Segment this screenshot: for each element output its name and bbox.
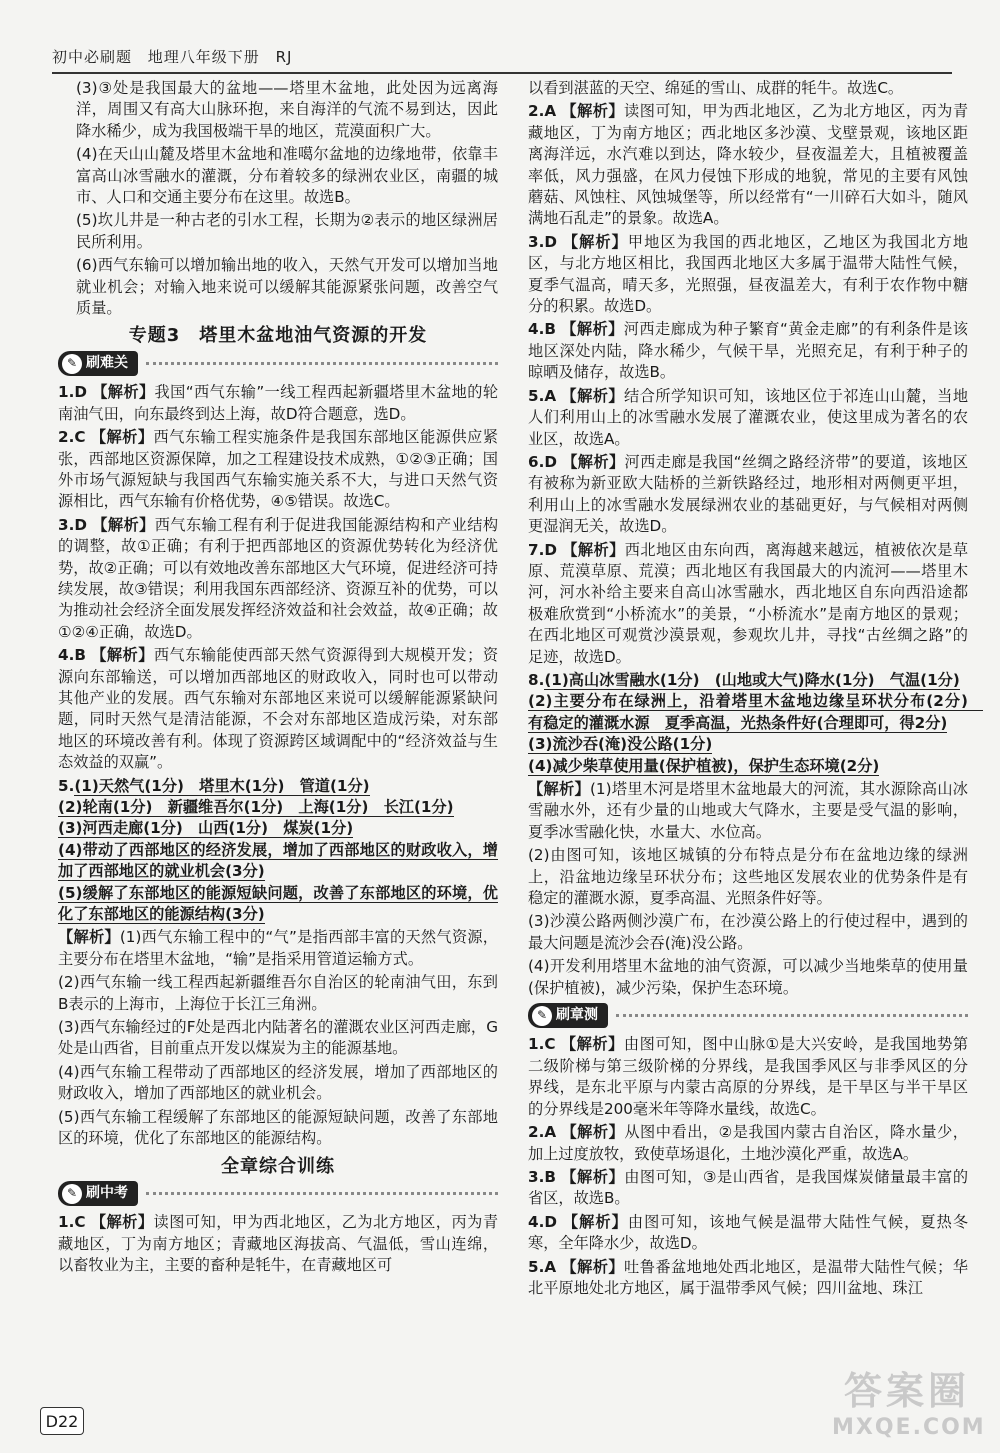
analysis-text: 河西走廊成为种子繁育“黄金走廊”的有利条件是该地区深处内陆，降水稀少，气候干旱，光照充足，有利于种子的晾晒及储存，故选B。: [528, 320, 968, 382]
answer-key: (4)带动了西部地区的经济发展，增加了西部地区的财政收入，增加了西部地区的就业机会(3分): [58, 840, 498, 881]
section-title: 全章综合训练: [221, 1155, 335, 1177]
analysis-text: 我国“西气东输”一线工程西起新疆塔里木盆地的轮南油气田，向东最终到达上海，故D符合题意，选D。: [58, 383, 499, 423]
answer-item: [528, 1212, 968, 1255]
analysis-tag: 【解析】: [561, 386, 625, 405]
answer-item: [58, 645, 498, 773]
answer-key: (3)流沙吞(淹)没公路(1分): [528, 735, 713, 754]
dotted-divider: [146, 1192, 498, 1195]
answer-item: [528, 1257, 968, 1300]
series-title: 初中必刷题: [52, 48, 133, 66]
analysis-text: 读图可知，甲为西北地区，乙为北方地区，丙为青藏地区，丁为南方地区；青藏地区海拔高、气温低，雪山连绵，以畜牧业为主，主要的畜种是牦牛，在青藏地区可: [58, 1213, 499, 1275]
analysis-tag: 【解析】: [560, 1035, 624, 1054]
explanation: (3)西气东输经过的F处是西北内陆著名的灌溉农业区河西走廊，G处是山西省，目前重点开发以煤炭为主的能源基地。: [58, 1018, 498, 1058]
analysis-tag: 【解析】: [561, 1167, 625, 1186]
answer-item: [528, 670, 984, 777]
pencil-icon: ✎: [62, 1184, 82, 1204]
analysis-tag: 【解析】: [528, 780, 590, 798]
continued-answer: (6)西气东输可以增加输出地的收入，天然气开发可以增加当地就业机会；对输入地来说可以缓解其能源紧张问题，改善空气质量。: [76, 256, 498, 318]
analysis-text: (1)西气东输工程中的“气”是指西部丰富的天然气资源，主要分布在塔里木盆地，“输”是指采用管道运输方式。: [58, 928, 498, 968]
answer-key: (1)高山冰雪融水(1分) (山地或大气)降水(1分) 气温(1分): [544, 670, 960, 689]
analysis-tag: 【解析】: [562, 452, 625, 471]
answer-number: 7.D: [528, 540, 557, 559]
analysis-tag: 【解析】: [90, 428, 154, 447]
answer-key: (2)轮南(1分) 新疆维吾尔(1分) 上海(1分) 长江(1分): [58, 798, 454, 816]
answer-number: 3.D: [58, 515, 87, 534]
explanation: (4)西气东输工程带动了西部地区的经济发展，增加了西部地区的财政收入，增加了西部地区的就业机会。: [58, 1062, 498, 1103]
badge-label: 刷章测: [556, 1007, 598, 1024]
pencil-icon: ✎: [62, 354, 82, 374]
explanation: (3)沙漠公路两侧沙漠广布，在沙漠公路上的行使过程中，遇到的最大问题是流沙会吞(淹)没公路。: [528, 912, 968, 952]
analysis-tag: 【解析】: [91, 646, 154, 665]
answer-number: 5.A: [528, 1257, 557, 1276]
subject-title: 地理八年级下册: [147, 48, 260, 66]
analysis-text: 甲地区为我国的西北地区，乙地区为我国北方地区，与北方地区相比，我国西北地区大多属于温带大陆性气候，夏季气温高，晴天多，光照强，昼夜温差大，有利于农作物中糖分的积累。故选D。: [528, 232, 969, 316]
dotted-divider: [146, 362, 498, 365]
answer-number: 8.: [528, 670, 545, 689]
answer-item: [528, 386, 968, 450]
section-badge: [528, 1003, 608, 1028]
continued-answer: (5)坎儿井是一种古老的引水工程，长期为②表示的地区绿洲居民所利用。: [76, 211, 498, 251]
analysis-tag: 【解析】: [561, 320, 624, 339]
analysis-tag: 【解析】: [561, 102, 625, 121]
answer-item: [58, 382, 498, 425]
continued-answer: 以看到湛蓝的天空、绵延的雪山、成群的牦牛。故选C。: [528, 79, 904, 97]
section-badge-row: [58, 351, 498, 376]
analysis-text: 由图可知，图中山脉①是大兴安岭，是我国地势第二级阶梯与第三级阶梯的分界线，是我国季风区与非季风区的分界线，是东北平原与内蒙古高原的分界线，是干旱区与半干旱区的分界线是200毫米年等降水量线，故选C。: [528, 1035, 969, 1118]
answer-number: 3.B: [528, 1167, 556, 1186]
answer-number: 1.C: [58, 1213, 86, 1232]
answer-item: [528, 1034, 968, 1120]
analysis-tag: 【解析】: [562, 1212, 628, 1231]
answer-number: 2.A: [528, 102, 557, 121]
answer-item: [528, 540, 968, 668]
answer-number: 2.A: [528, 1123, 557, 1142]
edition-label: RJ: [275, 48, 293, 66]
analysis-tag: 【解析】: [562, 232, 628, 251]
explanation: (4)开发利用塔里木盆地的油气资源，可以减少当地柴草的使用量(保护植被)，减少污染，保护生态环境。: [528, 957, 968, 997]
analysis-text: (1)塔里木河是塔里木盆地最大的河流，其水源除高山冰雪融水外，还有少量的山地或大气降水，主要是受气温的影响，夏季冰雪融化快，水量大、水位高。: [528, 780, 968, 841]
answer-item: [528, 319, 968, 383]
section-badge: [58, 1181, 138, 1206]
page-header: [52, 46, 952, 74]
answer-key: (3)河西走廊(1分) 山西(1分) 煤炭(1分): [58, 819, 354, 838]
answer-number: 4.D: [528, 1212, 557, 1231]
explanation: (5)西气东输工程缓解了东部地区的能源短缺问题，改善了东部地区的环境，优化了东部地区的能源结构。: [58, 1107, 498, 1148]
analysis-text: 西北地区由东向西，离海越来越远，植被依次是草原、荒漠草原、荒漠；西北地区有我国最大的内流河——塔里木河，河水补给主要来自高山冰雪融水，西北地区自东向西沿途都极难欣赏到“小桥流水”的美景，“小桥流水”是南方地区的景观；在西北地区可观赏沙漠景观，参观坎儿井，寻找“古丝绸之路”的足迹，故选D。: [528, 540, 969, 666]
answer-item: [528, 101, 968, 229]
analysis-tag: 【解析】: [561, 1123, 625, 1142]
analysis-tag: 【解析】: [90, 1213, 154, 1232]
section-badge-row: [528, 1003, 968, 1028]
answer-number: 5.: [58, 776, 75, 795]
badge-label: 刷中考: [86, 1184, 128, 1201]
answer-number: 2.C: [58, 428, 86, 447]
answer-key: (4)减少柴草使用量(保护植被)，保护生态环境(2分): [528, 756, 880, 775]
analysis-text: 读图可知，甲为西北地区，乙为北方地区，丙为青藏地区，丁为南方地区；西北地区多沙漠、戈壁景观，该地区距离海洋远，水汽难以到达，降水较少，昼夜温差大，且植被覆盖率低，风力强盛，在风力侵蚀下形成的地貌，常见的主要有风蚀蘑菇、风蚀柱、风蚀城堡等，所以经常有“一川碎石大如斗，随风满地石乱走”的景象。故选A。: [528, 102, 969, 228]
analysis-text: 西气东输工程有利于促进我国能源结构和产业结构的调整，故①正确；有利于把西部地区的资源优势转化为经济优势，故②正确；可以有效地改善东部地区大气环境，促进经济可持续发展，故③错误；利用我国东西部经济、资源互补的优势，可以为推动社会经济全面发展发挥经济效益和社会效益，故④正确；故①②④正确，故选D。: [58, 515, 499, 641]
answer-number: 3.D: [528, 232, 557, 251]
answer-item: [58, 427, 498, 513]
page-number: D22: [40, 1407, 84, 1435]
analysis-tag: 【解析】: [92, 515, 155, 534]
analysis-text: 由图可知，该地气候是温带大陆性气候，夏热冬寒，全年降水少，故选D。: [528, 1212, 969, 1253]
dotted-divider: [616, 1014, 968, 1017]
answer-key: (2)主要分布在绿洲上，沿着塔里木盆地边缘呈环状分布(2分) 有稳定的灌溉水源 夏季高温，光热条件好(合理即可，得2分): [528, 692, 984, 732]
analysis-tag: 【解析】: [92, 383, 155, 402]
watermark-text: 答案圈: [843, 1369, 970, 1413]
answer-item: [528, 232, 968, 318]
right-column: [528, 78, 984, 1301]
answer-key: (5)缓解了东部地区的能源短缺问题，改善了东部地区的环境，优化了东部地区的能源结构(3分): [58, 883, 498, 924]
answer-item: [528, 452, 968, 538]
left-column: [58, 78, 498, 1279]
continued-answer: (3)③处是我国最大的盆地——塔里木盆地，此处因为远离海洋，周围又有高大山脉环抱，来自海洋的气流不易到达，因此降水稀少，成为我国极端干旱的地区，荒漠面积广大。: [76, 79, 498, 140]
analysis-text: 从图中看出，②是我国内蒙古自治区，降水量少，加上过度放牧，致使草场退化，土地沙漠化严重，故选A。: [528, 1123, 968, 1163]
watermark-url: MXQE.COM: [832, 1415, 986, 1440]
analysis-text: 西气东输工程实施条件是我国东部地区能源供应紧张，西部地区资源保障，加之工程建设技术成熟，①②③正确；国外市场气源短缺与我国西气东输实施关系不大，与进口天然气资源相比，西气东输有价格优势，④⑤错误。故选C。: [58, 428, 499, 511]
section-badge-row: [58, 1181, 498, 1206]
section-badge: [58, 351, 138, 376]
answer-number: 5.A: [528, 386, 557, 405]
analysis-tag: 【解析】: [58, 928, 120, 947]
explanation: [528, 779, 968, 843]
analysis-text: 西气东输能使西部天然气资源得到大规模开发；资源向东部输送，可以增加西部地区的财政收入，同时也可以带动其他产业的发展。西气东输对东部地区来说可以缓解能源紧缺问题，同时天然气是清洁能源，不会对东部地区造成污染，对东部地区的环境改善有利。体现了资源跨区域调配中的“经济效益与生态效益的双赢”。: [58, 646, 499, 772]
analysis-text: 河西走廊是我国“丝绸之路经济带”的要道，该地区有被称为新亚欧大陆桥的兰新铁路经过，地形相对两侧更平坦，利用山上的冰雪融水发展绿洲农业的基础更好，与气候相对两侧更湿润无关，故选D。: [528, 452, 969, 536]
watermark-logo: [832, 1360, 986, 1440]
answer-item: [528, 1122, 968, 1165]
continued-answer: (4)在天山山麓及塔里木盆地和准噶尔盆地的边缘地带，依靠丰富高山冰雪融水的灌溉，分布着较多的绿洲农业区，南疆的城市、人口和交通主要分布在这里。故选B。: [76, 145, 498, 207]
analysis-text: 结合所学知识可知，该地区位于祁连山山麓，当地人们利用山上的冰雪融水发展了灌溉农业，使这里成为著名的农业区，故选A。: [528, 386, 969, 448]
answer-number: 4.B: [58, 646, 86, 665]
answer-item: [58, 515, 498, 643]
pencil-icon: ✎: [532, 1006, 552, 1026]
explanation: (2)由图可知，该地区城镇的分布特点是分布在盆地边缘的绿洲上，沿盆地边缘呈环状分布；这些地区发展农业的优势条件是有稳定的灌溉水源，夏季高温、光照条件好等。: [528, 846, 968, 908]
section-title: 专题3 塔里木盆地油气资源的开发: [128, 325, 428, 347]
answer-number: 4.B: [528, 320, 556, 339]
answer-key: (1)天然气(1分) 塔里木(1分) 管道(1分): [74, 776, 370, 795]
explanation: [58, 927, 498, 970]
analysis-tag: 【解析】: [562, 540, 625, 559]
explanation: (2)西气东输一线工程西起新疆维吾尔自治区的轮南油气田，东到B表示的上海市，上海位于长江三角洲。: [58, 973, 498, 1013]
answer-number: 1.D: [58, 383, 87, 402]
answer-item: [528, 1167, 968, 1210]
answer-item: [58, 1212, 498, 1276]
analysis-text: 由图可知，③是山西省，是我国煤炭储量最丰富的省区，故选B。: [528, 1167, 969, 1208]
answer-number: 6.D: [528, 452, 557, 471]
answer-number: 1.C: [528, 1035, 556, 1054]
answer-item: [58, 776, 498, 926]
analysis-text: 吐鲁番盆地地处西北地区，是温带大陆性气候；华北平原地处北方地区，属于温带季风气候；四川盆地、珠江: [528, 1257, 969, 1297]
badge-label: 刷难关: [86, 354, 128, 371]
analysis-tag: 【解析】: [561, 1257, 625, 1276]
